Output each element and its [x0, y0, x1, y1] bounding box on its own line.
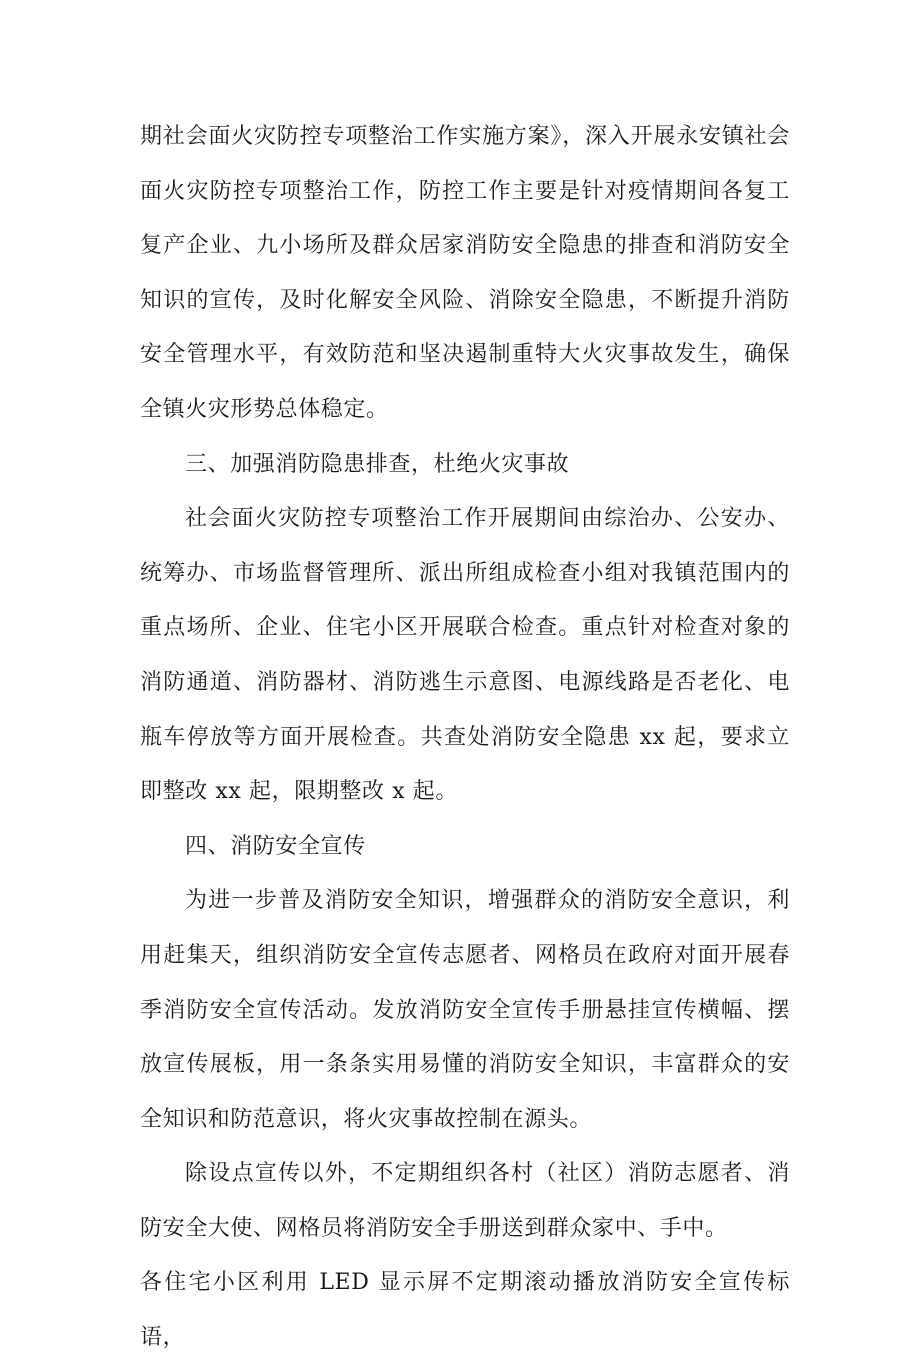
document-body: [140, 110, 790, 1366]
section-heading: 四、消防安全宣传: [185, 833, 366, 859]
body-paragraph: 各住宅小区利用 LED 显示屏不定期滚动播放消防安全宣传标语，: [140, 1270, 790, 1351]
body-paragraph: 为进一步普及消防安全知识，增强群众的消防安全意识，利用赶集天，组织消防安全宣传志愿者、网格员在政府对面开展春季消防安全宣传活动。发放消防安全宣传手册悬挂宣传横幅、摆放宣传展板，用一条条实用易懂的消防安全知识，丰富群众的安全知识和防范意识，将火灾事故控制在源头。: [140, 888, 790, 1132]
section-heading: 三、加强消防隐患排查，杜绝火灾事故: [185, 451, 570, 477]
body-paragraph: 除设点宣传以外，不定期组织各村（社区）消防志愿者、消防安全大使、网格员将消防安全手册送到群众家中、手中。: [140, 1161, 790, 1241]
body-paragraph: 期社会面火灾防控专项整治工作实施方案》，深入开展永安镇社会面火灾防控专项整治工作，防控工作主要是针对疫情期间各复工复产企业、九小场所及群众居家消防安全隐患的排查和消防安全知识的宣传，及时化解安全风险、消除安全隐患，不断提升消防安全管理水平，有效防范和坚决遏制重特大火灾事故发生，确保全镇火灾形势总体稳定。: [140, 124, 790, 422]
body-paragraph: 社会面火灾防控专项整治工作开展期间由综治办、公安办、统筹办、市场监督管理所、派出所组成检查小组对我镇范围内的重点场所、企业、住宅小区开展联合检查。重点针对检查对象的消防通道、消防器材、消防逃生示意图、电源线路是否老化、电瓶车停放等方面开展检查。共查处消防安全隐患 xx 起，要求立即整改 xx 起，限期整改 x 起。: [140, 506, 790, 805]
